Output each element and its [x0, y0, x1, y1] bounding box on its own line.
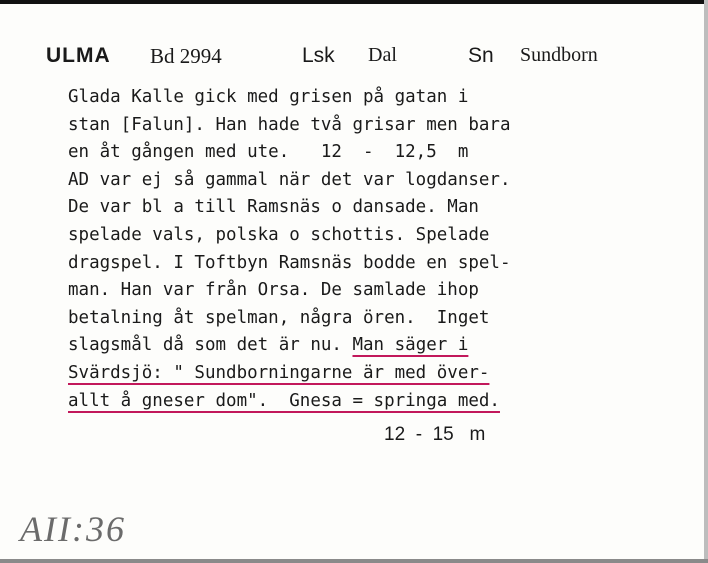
parish-label: Sn [468, 44, 494, 67]
handwritten-mark: AII:36 [20, 509, 126, 549]
text-line: AD var ej så gammal när det var logdanser. [68, 169, 511, 190]
card-top-edge [0, 0, 708, 4]
recording-reference: 12 - 15 m [384, 424, 486, 445]
volume-number: Bd 2994 [150, 44, 222, 68]
text-line [68, 388, 668, 416]
text-line: betalning åt spelman, några ören. Inget [68, 307, 490, 328]
text-line: stan [Falun]. Han hade två grisar men bara [68, 114, 511, 135]
text-line: man. Han var från Orsa. De samlade ihop [68, 280, 479, 301]
text-line: spelade vals, polska o schottis. Spelade [68, 224, 490, 245]
underlined-quote: Man säger i [352, 335, 469, 356]
region-label: Lsk [302, 44, 335, 67]
card-body-text [68, 84, 668, 415]
archive-name: ULMA [46, 44, 111, 67]
parish-value: Sundborn [520, 44, 598, 66]
text-line: en åt gången med ute. 12 - 12,5 m [68, 142, 469, 163]
underlined-quote: Svärdsjö: " Sundborningarne är med över- [68, 362, 490, 383]
underlined-quote: allt å gneser dom". Gnesa = springa med. [68, 390, 500, 411]
card-bottom-edge [0, 559, 708, 563]
card-header [46, 40, 686, 74]
text-line: Glada Kalle gick med grisen på gatan i [68, 87, 469, 107]
text-segment: slagsmål då som det är nu. [68, 335, 353, 356]
text-line [68, 360, 668, 388]
text-line: dragspel. I Toftbyn Ramsnäs bodde en spel- [68, 252, 511, 273]
text-line [68, 332, 668, 360]
card-right-edge [704, 0, 708, 563]
region-value: Dal [368, 44, 397, 66]
text-line: De var bl a till Ramsnäs o dansade. Man [68, 197, 479, 218]
